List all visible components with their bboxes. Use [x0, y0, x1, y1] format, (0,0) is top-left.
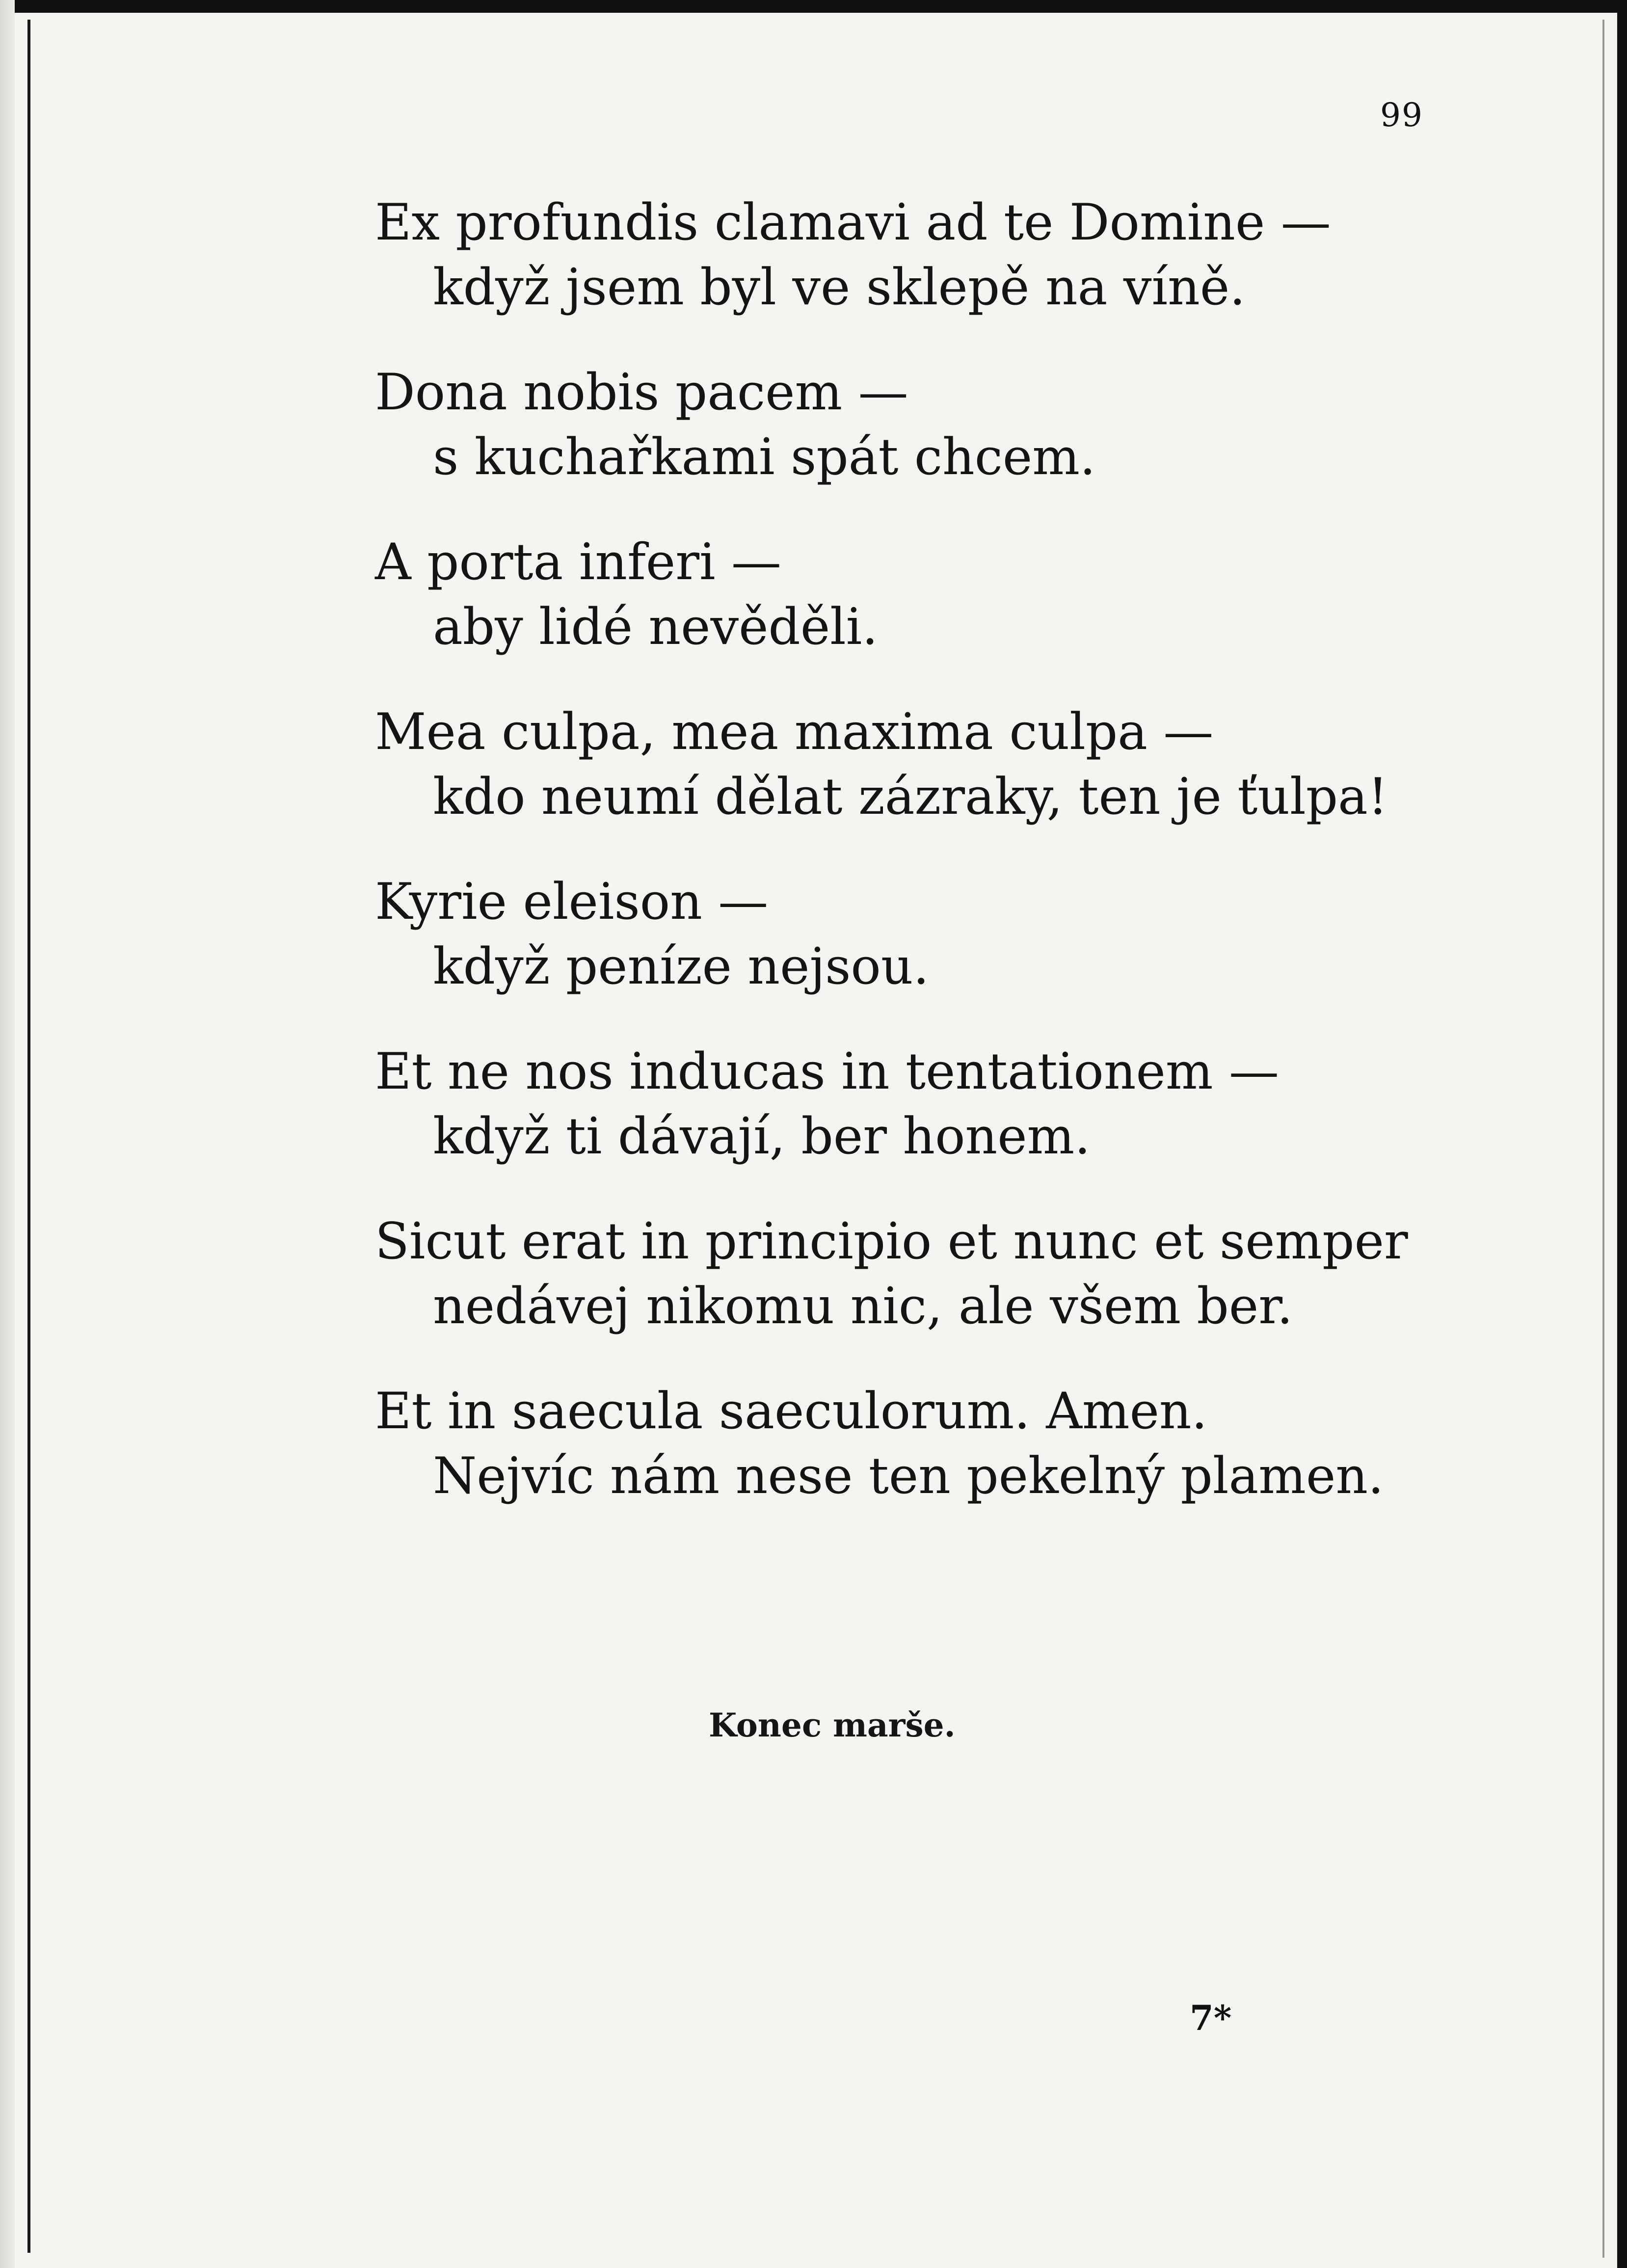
stanza	[375, 700, 1474, 870]
left-page-edge	[0, 0, 15, 2268]
poem-line-czech: aby lidé nevěděli.	[433, 598, 878, 656]
stanza	[375, 1040, 1474, 1209]
poem-line-latin: Et ne nos inducas in tentationem —	[375, 1042, 1280, 1101]
poem-line-czech: s kuchařkami spát chcem.	[433, 428, 1096, 486]
poem-line-latin: Sicut erat in principio et nunc et semper	[375, 1212, 1408, 1271]
poem-line-czech: když peníze nejsou.	[433, 937, 929, 996]
poem-line-czech: když ti dávají, ber honem.	[433, 1107, 1091, 1166]
poem-line-latin: Ex profundis clamavi ad te Domine —	[375, 193, 1331, 252]
stanza	[375, 1379, 1474, 1549]
poem-line-czech: kdo neumí dělat zázraky, ten je ťulpa!	[433, 768, 1388, 826]
ending-note: Konec marše.	[709, 1706, 956, 1744]
right-scan-edge	[1617, 0, 1627, 2268]
poem-line-latin: Dona nobis pacem —	[375, 363, 908, 422]
binding-spine-line	[27, 20, 30, 2253]
stanza	[375, 870, 1474, 1040]
poem-line-czech: když jsem byl ve sklepě na víně.	[433, 258, 1246, 317]
poem-line-latin: A porta inferi —	[375, 533, 782, 591]
page-number: 99	[1380, 96, 1423, 134]
stanza	[375, 530, 1474, 700]
printer-signature-mark: 7*	[1190, 1998, 1232, 2038]
poem-text	[375, 190, 1474, 1549]
poem-line-latin: Et in saecula saeculorum. Amen.	[375, 1382, 1208, 1441]
poem-line-latin: Mea culpa, mea maxima culpa —	[375, 703, 1214, 761]
stanza	[375, 1209, 1474, 1379]
top-scan-edge	[0, 0, 1627, 13]
poem-line-latin: Kyrie eleison —	[375, 873, 769, 931]
right-page-edge-line	[1602, 20, 1604, 2258]
stanza	[375, 190, 1474, 360]
stanza	[375, 360, 1474, 530]
poem-line-czech: nedávej nikomu nic, ale všem ber.	[433, 1277, 1293, 1335]
poem-line-czech: Nejvíc nám nese ten pekelný plamen.	[433, 1447, 1384, 1505]
